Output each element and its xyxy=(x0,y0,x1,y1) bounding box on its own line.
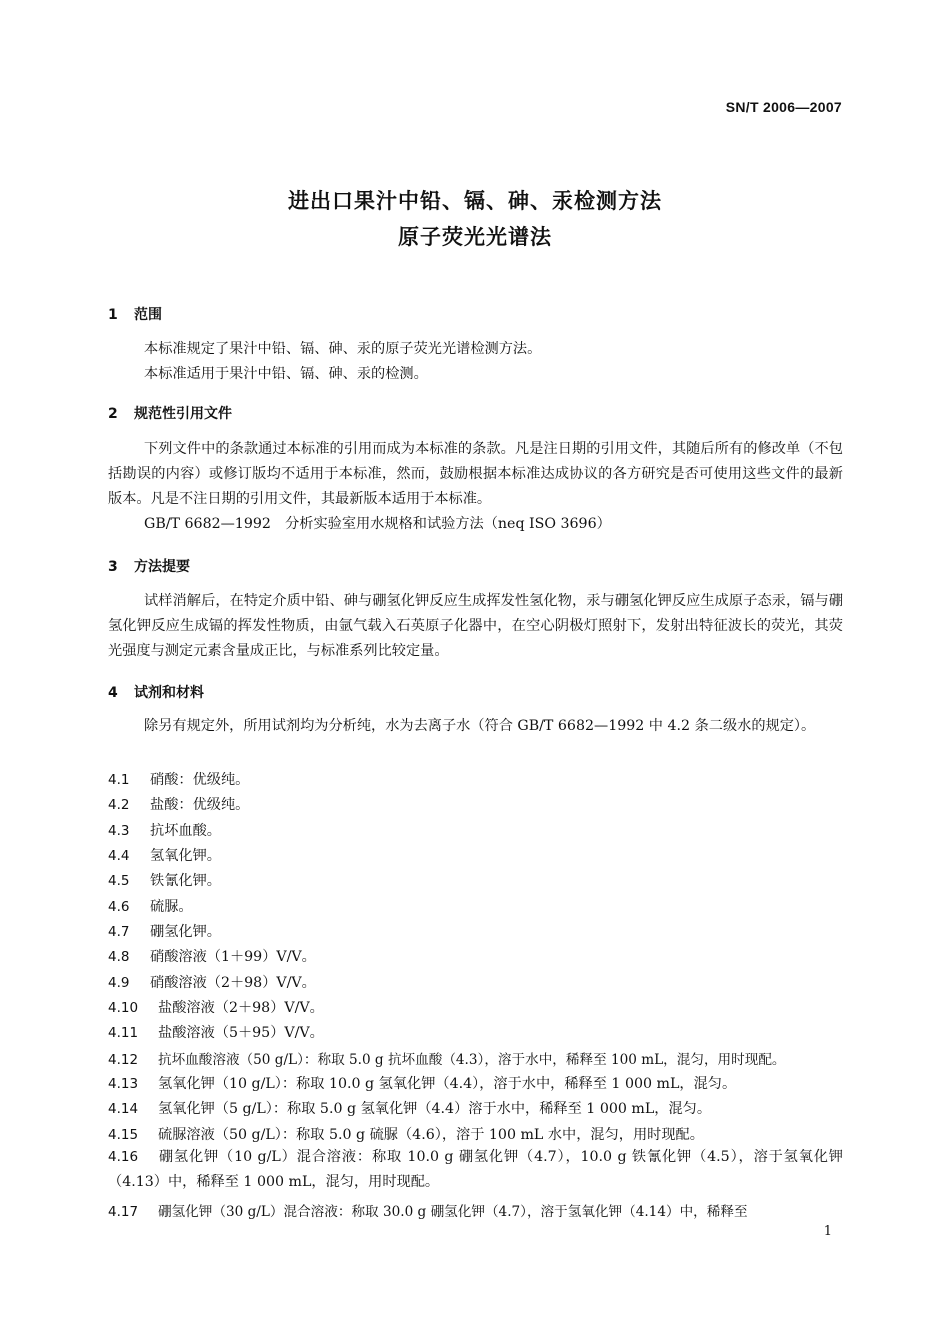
item-text: 硼氢化钾（10 g/L）混合溶液：称取 10.0 g 硼氢化钾（4.7），10.0 g 铁氰化钾（4.5），溶于氢氧化钾（4.13）中，稀释至 1 000 mL，混匀，用时现配。 xyxy=(108,1149,843,1190)
item-text: 氢氧化钾（5 g/L）：称取 5.0 g 氢氧化钾（4.4）溶于水中，稀释至 1 000 mL，混匀。 xyxy=(158,1101,712,1117)
item-text: 盐酸溶液（5＋95）V/V。 xyxy=(158,1025,324,1041)
item-number: 4.8 xyxy=(108,949,130,965)
item-number: 4.11 xyxy=(108,1025,139,1041)
list-item xyxy=(108,870,221,890)
item-text: 氢氧化钾（10 g/L）：称取 10.0 g 氢氧化钾（4.4），溶于水中，稀释至 1 000 mL，混匀。 xyxy=(158,1076,737,1092)
item-number: 4.3 xyxy=(108,823,130,839)
list-item xyxy=(108,1048,786,1068)
item-text: 硝酸溶液（1＋99）V/V。 xyxy=(150,949,316,965)
list-item xyxy=(108,1145,843,1195)
item-number: 4.7 xyxy=(108,924,130,940)
item-text: 抗坏血酸溶液（50 g/L）：称取 5.0 g 抗坏血酸（4.3），溶于水中，稀释至 100 mL，混匀，用时现配。 xyxy=(158,1052,786,1068)
item-text: 铁氰化钾。 xyxy=(150,873,221,889)
item-number: 4.6 xyxy=(108,899,130,915)
list-item xyxy=(108,1073,736,1093)
item-text: 硫脲溶液（50 g/L）：称取 5.0 g 硫脲（4.6），溶于 100 mL 水中，混匀，用时现配。 xyxy=(158,1127,704,1143)
list-item xyxy=(108,972,316,992)
item-number: 4.13 xyxy=(108,1076,139,1092)
section-number: 3 xyxy=(108,559,118,575)
item-text: 氢氧化钾。 xyxy=(150,848,221,864)
list-item xyxy=(108,1022,324,1042)
item-number: 4.17 xyxy=(108,1204,139,1220)
list-item xyxy=(108,1200,748,1220)
list-item xyxy=(108,997,324,1017)
section-heading-principle xyxy=(108,556,190,576)
list-item xyxy=(108,794,249,814)
item-text: 盐酸：优级纯。 xyxy=(150,797,250,813)
section-heading-references xyxy=(108,403,232,423)
item-number: 4.15 xyxy=(108,1127,139,1143)
section-heading-reagents xyxy=(108,682,204,702)
item-text: 硼氢化钾（30 g/L）混合溶液：称取 30.0 g 硼氢化钾（4.7），溶于氢氧化钾（4.14）中，稀释至 xyxy=(158,1204,748,1220)
list-item xyxy=(108,1124,704,1144)
document-title-line1: 进出口果汁中铅、镉、砷、汞检测方法 xyxy=(288,189,662,213)
item-number: 4.16 xyxy=(108,1149,139,1165)
section-number: 2 xyxy=(108,406,118,422)
item-text: 硫脲。 xyxy=(150,899,193,915)
section-heading-scope xyxy=(108,304,162,324)
section-title: 方法提要 xyxy=(134,559,190,575)
principle-paragraph: 试样消解后，在特定介质中铅、砷与硼氢化钾反应生成挥发性氢化物，汞与硼氢化钾反应生成原子态汞，镉与硼氢化钾反应生成镉的挥发性物质，由氩气载入石英原子化器中，在空心阴极灯照射下，发射出特征波长的荧光，其荧光强度与测定元素含量成正比，与标准系列比较定量。 xyxy=(108,593,843,659)
list-item xyxy=(108,769,249,789)
item-text: 硝酸：优级纯。 xyxy=(150,772,250,788)
reagents-intro-paragraph: 除另有规定外，所用试剂均为分析纯，水为去离子水（符合 GB/T 6682—1992 中 4.2 条二级水的规定）。 xyxy=(144,718,816,734)
item-text: 盐酸溶液（2＋98）V/V。 xyxy=(158,1000,324,1016)
section-number: 1 xyxy=(108,307,118,323)
item-number: 4.1 xyxy=(108,772,130,788)
document-title-line2: 原子荧光光谱法 xyxy=(398,225,552,249)
list-item xyxy=(108,820,221,840)
section-title: 规范性引用文件 xyxy=(134,406,232,422)
references-paragraph: 下列文件中的条款通过本标准的引用而成为本标准的条款。凡是注日期的引用文件，其随后所有的修改单（不包括勘误的内容）或修订版均不适用于本标准，然而，鼓励根据本标准达成协议的各方研究是否可使用这些文件的最新版本。凡是不注日期的引用文件，其最新版本适用于本标准。 xyxy=(108,441,843,507)
item-number: 4.9 xyxy=(108,975,130,991)
item-number: 4.12 xyxy=(108,1052,139,1068)
item-number: 4.4 xyxy=(108,848,130,864)
list-item xyxy=(108,845,221,865)
item-text: 硼氢化钾。 xyxy=(150,924,221,940)
item-text: 抗坏血酸。 xyxy=(150,823,221,839)
item-text: 硝酸溶液（2＋98）V/V。 xyxy=(150,975,316,991)
item-number: 4.2 xyxy=(108,797,130,813)
list-item xyxy=(108,896,193,916)
scope-paragraph-2: 本标准适用于果汁中铅、镉、砷、汞的检测。 xyxy=(144,366,428,382)
page-number: 1 xyxy=(823,1224,832,1239)
section-title: 范围 xyxy=(134,307,162,323)
standard-number: SN/T 2006—2007 xyxy=(725,99,842,115)
section-title: 试剂和材料 xyxy=(134,685,204,701)
reference-gbt6682: GB/T 6682—1992 分析实验室用水规格和试验方法（neq ISO 3696） xyxy=(144,516,611,532)
list-item xyxy=(108,921,221,941)
item-number: 4.5 xyxy=(108,873,130,889)
list-item xyxy=(108,946,316,966)
list-item xyxy=(108,1098,711,1118)
scope-paragraph-1: 本标准规定了果汁中铅、镉、砷、汞的原子荧光光谱检测方法。 xyxy=(144,341,542,357)
section-number: 4 xyxy=(108,685,118,701)
item-number: 4.10 xyxy=(108,1000,139,1016)
item-number: 4.14 xyxy=(108,1101,139,1117)
